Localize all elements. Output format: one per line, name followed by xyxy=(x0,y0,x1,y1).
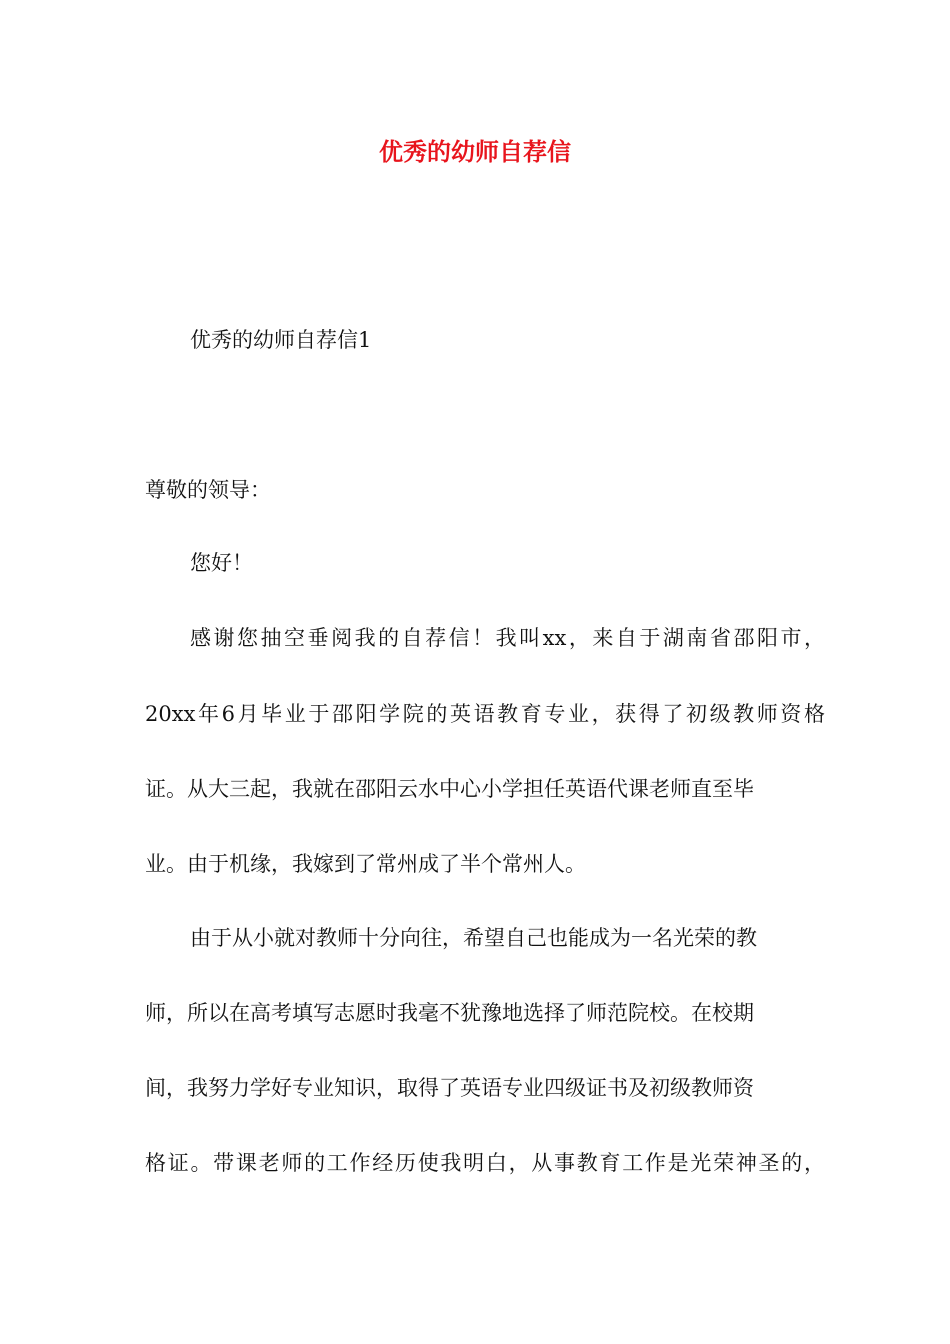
salutation: 尊敬的领导： xyxy=(145,478,271,502)
paragraph1-line2: 20xx年6月毕业于邵阳学院的英语教育专业，获得了初级教师资格 xyxy=(145,702,825,726)
paragraph2-line3: 间，我努力学好专业知识，取得了英语专业四级证书及初级教师资 xyxy=(145,1076,754,1100)
paragraph1-line3: 证。从大三起，我就在邵阳云水中心小学担任英语代课老师直至毕 xyxy=(145,777,754,801)
paragraph1-line1: 感谢您抽空垂阅我的自荐信！我叫xx，来自于湖南省邵阳市， xyxy=(190,626,825,650)
document-title: 优秀的幼师自荐信 xyxy=(379,138,571,166)
paragraph2-line4: 格证。带课老师的工作经历使我明白，从事教育工作是光荣神圣的， xyxy=(145,1151,825,1175)
paragraph2-line1: 由于从小就对教师十分向往，希望自己也能成为一名光荣的教 xyxy=(190,926,757,950)
greeting: 您好！ xyxy=(190,551,253,575)
section-heading: 优秀的幼师自荐信1 xyxy=(190,328,372,352)
paragraph2-line2: 师，所以在高考填写志愿时我毫不犹豫地选择了师范院校。在校期 xyxy=(145,1001,754,1025)
paragraph1-line4: 业。由于机缘，我嫁到了常州成了半个常州人。 xyxy=(145,852,586,876)
